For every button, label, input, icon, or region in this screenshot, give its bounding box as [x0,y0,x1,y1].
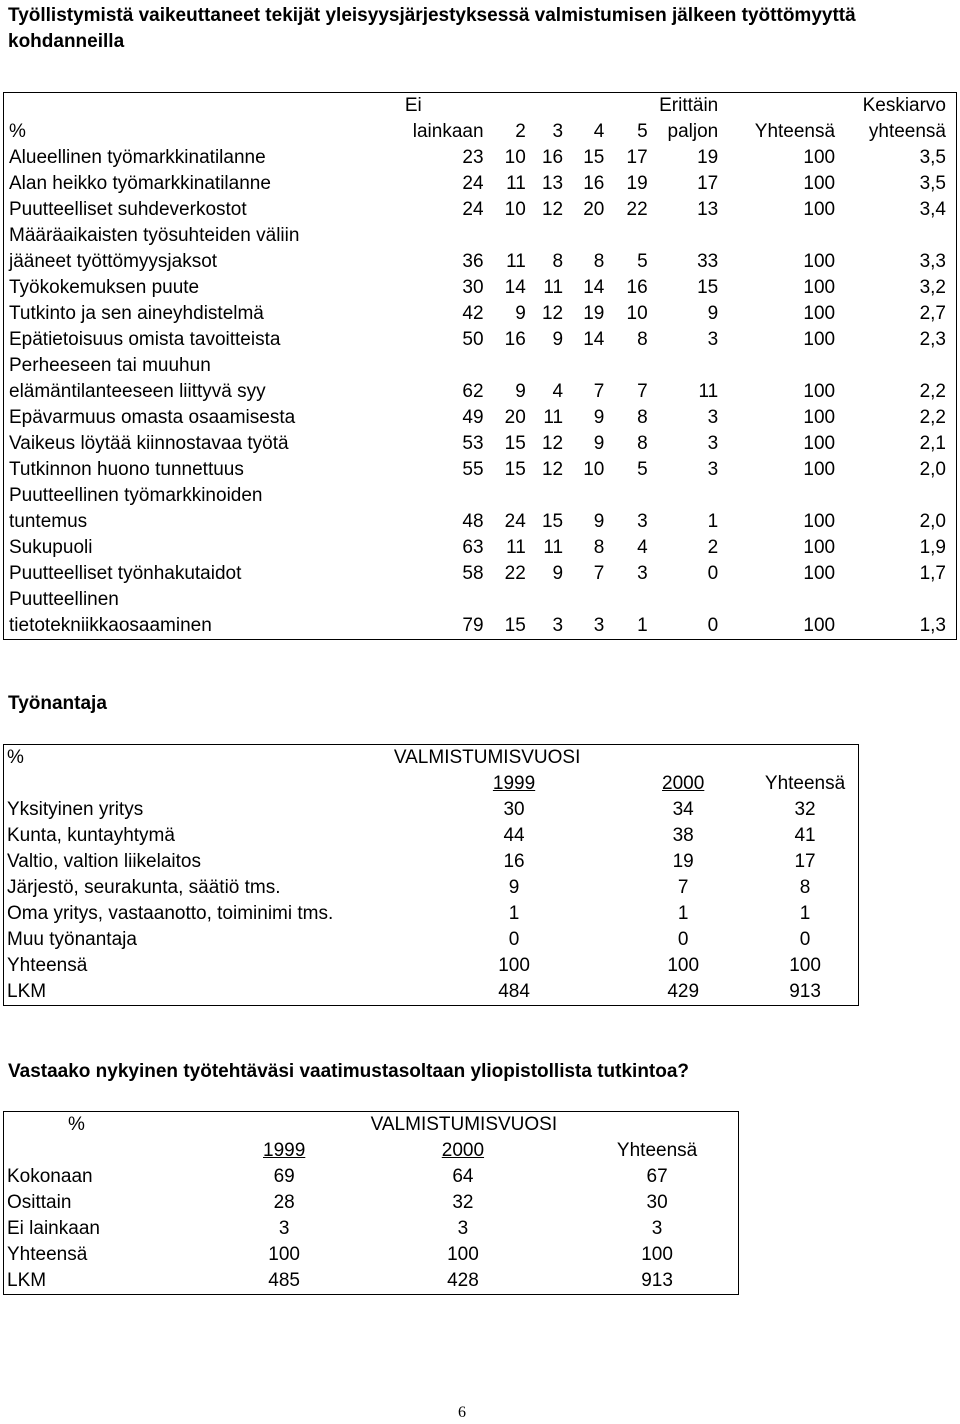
table-header-row-2 [4,1138,739,1164]
cell-value: 7 [677,877,689,898]
cell-value: 22 [504,563,526,584]
cell-value: 8 [593,251,605,272]
cell-value: 17 [697,173,719,194]
row-label: Puutteellinen työmarkkinoiden [9,485,263,506]
col-erittain-header-2: paljon [667,121,719,142]
cell-value: 3 [651,1218,663,1239]
cell-value: 16 [583,173,605,194]
table-header-row-2 [4,119,957,145]
cell-value: 30 [462,277,484,298]
cell-value: 7 [593,563,605,584]
cell-value: 100 [803,563,836,584]
cell-value: 16 [626,277,648,298]
cell-value: 3 [552,615,564,636]
table-row [4,953,859,979]
cell-value: 5 [637,251,648,272]
cell-value: 3 [593,615,605,636]
cell-value: 100 [667,955,700,976]
table-row [4,849,859,875]
cell-value: 1,7 [919,563,946,584]
table-row [4,1242,739,1268]
cell-value: 62 [462,381,484,402]
cell-value: 24 [462,173,484,194]
col-3-header: 3 [552,121,564,142]
row-label: Epävarmuus omasta osaamisesta [9,407,296,428]
row-label: tietotekniikkaosaaminen [9,615,212,636]
col-keskiarvo-header-2: yhteensä [868,121,946,142]
cell-value: 11 [543,277,564,298]
cell-value: 16 [541,147,564,168]
cell-value: 485 [268,1270,300,1291]
table-row [4,145,957,171]
cell-value: 11 [543,407,564,428]
row-label: Vaikeus löytää kiinnostavaa työtä [9,433,289,454]
cell-value: 2,0 [919,511,946,532]
row-label: Järjestö, seurakunta, säätiö tms. [7,877,281,898]
cell-value: 36 [462,251,484,272]
cell-value: 16 [504,329,526,350]
cell-value: 7 [593,381,605,402]
requirement-table [3,1111,739,1295]
row-label: Tutkinto ja sen aineyhdistelmä [9,303,264,324]
cell-value: 3 [278,1218,290,1239]
cell-value: 4 [637,537,648,558]
row-label: Ei lainkaan [7,1218,100,1239]
row-label: Työkokemuksen puute [9,277,200,298]
cell-value: 13 [541,173,564,194]
cell-value: 55 [462,459,484,480]
table-row [4,1268,739,1295]
cell-value: 3 [637,563,648,584]
cell-value: 1 [677,903,689,924]
cell-value: 7 [637,381,648,402]
cell-value: 9 [593,407,605,428]
cell-value: 3 [637,511,648,532]
table-row [4,1216,739,1242]
cell-value: 913 [789,981,821,1002]
cell-value: 15 [541,511,564,532]
page-title: Työllistymistä vaikeuttaneet tekijät yleisyysjärjestyksessä valmistumisen jälkeen työttömyyttä kohdanneilla [8,5,856,52]
cell-value: 5 [637,459,648,480]
employer-table [3,744,859,1006]
cell-value: 11 [543,537,564,558]
cell-value: 3,5 [919,173,946,194]
cell-value: 10 [626,303,648,324]
table-row [4,249,957,275]
cell-value: 3 [707,407,719,428]
cell-value: 9 [707,303,719,324]
cell-value: 9 [552,563,564,584]
cell-value: 34 [672,799,694,820]
cell-value: 8 [637,407,648,428]
cell-value: 16 [503,851,525,872]
table-row-label-line [4,587,957,613]
cell-value: 1,9 [919,537,946,558]
cell-value: 0 [508,929,520,950]
row-label: Puutteellinen [9,589,119,610]
cell-value: 53 [462,433,484,454]
col-5-header: 5 [637,121,648,142]
cell-value: 20 [583,199,605,220]
cell-value: 100 [803,537,836,558]
cell-value: 913 [641,1270,673,1291]
cell-value: 1,3 [919,615,946,636]
col-2000-header: 2000 [662,773,705,794]
cell-value: 8 [637,329,648,350]
cell-value: 11 [506,173,526,194]
table-row [4,535,957,561]
row-label: Yksityinen yritys [7,799,144,820]
cell-value: 8 [552,251,564,272]
col-1999-header: 1999 [492,773,536,794]
cell-value: 3 [707,329,719,350]
cell-value: 3 [457,1218,469,1239]
cell-value: 100 [641,1244,673,1265]
cell-value: 79 [462,615,484,636]
cell-value: 9 [593,511,605,532]
cell-value: 2 [707,537,719,558]
cell-value: 3 [707,459,719,480]
cell-value: 3,4 [919,199,946,220]
cell-value: 100 [789,955,821,976]
cell-value: 19 [626,173,648,194]
table-row [4,979,859,1006]
row-label: Osittain [7,1192,72,1213]
cell-value: 32 [452,1192,474,1213]
table-row [4,457,957,483]
cell-value: 2,2 [919,381,946,402]
cell-value: 100 [803,407,836,428]
cell-value: 30 [646,1192,668,1213]
table-header-row-1 [4,745,859,772]
cell-value: 24 [504,511,526,532]
cell-value: 19 [697,147,719,168]
cell-value: 15 [504,459,526,480]
table-row-label-line [4,223,957,249]
cell-value: 63 [462,537,484,558]
cell-value: 33 [697,251,719,272]
cell-value: 100 [803,381,836,402]
row-label: Kokonaan [7,1166,93,1187]
cell-value: 64 [452,1166,474,1187]
row-label: Oma yritys, vastaanotto, toiminimi tms. [7,903,334,924]
cell-value: 3,2 [919,277,946,298]
cell-value: 14 [583,329,605,350]
cell-value: 100 [803,251,836,272]
table-header-row-1 [4,1112,739,1139]
cell-value: 3 [707,433,719,454]
row-label: Määräaikaisten työsuhteiden väliin [9,225,300,246]
cell-value: 30 [503,799,525,820]
col-yhteensa-header: Yhteensä [764,773,846,794]
cell-value: 2,7 [919,303,946,324]
table-header-row-1 [4,93,957,120]
cell-value: 100 [803,615,836,636]
row-label: elämäntilanteeseen liittyvä syy [9,381,266,402]
cell-value: 484 [498,981,530,1002]
cell-value: 428 [447,1270,479,1291]
col-keskiarvo-header-1: Keskiarvo [862,95,946,116]
col-2-header: 2 [515,121,526,142]
cell-value: 429 [667,981,700,1002]
cell-value: 58 [462,563,484,584]
cell-value: 23 [462,147,484,168]
row-label: jääneet työttömyysjaksot [9,251,218,272]
cell-value: 2,2 [919,407,946,428]
cell-value: 100 [803,329,836,350]
row-label: Perheeseen tai muuhun [9,355,211,376]
cell-value: 28 [273,1192,295,1213]
percent-header: % [7,747,24,768]
row-label: Puutteelliset suhdeverkostot [9,199,247,220]
cell-value: 9 [515,303,526,324]
cell-value: 1 [707,511,719,532]
cell-value: 12 [541,459,564,480]
cell-value: 13 [697,199,719,220]
cell-value: 12 [541,199,564,220]
cell-value: 2,3 [919,329,946,350]
cell-value: 100 [803,277,836,298]
table-row-label-line [4,483,957,509]
cell-value: 11 [698,381,719,402]
cell-value: 17 [626,147,648,168]
cell-value: 49 [462,407,484,428]
cell-value: 22 [626,199,648,220]
row-label: Alueellinen työmarkkinatilanne [9,147,266,168]
cell-value: 100 [803,199,836,220]
row-label: Puutteelliset työnhakutaidot [9,563,242,584]
cell-value: 3,5 [919,147,946,168]
cell-value: 12 [541,303,564,324]
cell-value: 100 [268,1244,300,1265]
cell-value: 41 [794,825,816,846]
row-label: LKM [7,981,47,1002]
cell-value: 100 [803,173,836,194]
row-label: LKM [7,1270,47,1291]
cell-value: 8 [799,877,811,898]
cell-value: 1 [637,615,648,636]
cell-value: 42 [462,303,484,324]
cell-value: 15 [504,433,526,454]
row-label: Sukupuoli [9,537,93,558]
table-row [4,275,957,301]
cell-value: 100 [498,955,530,976]
col-ei-header-2: lainkaan [412,121,484,142]
cell-value: 24 [462,199,484,220]
cell-value: 100 [803,511,836,532]
cell-value: 14 [583,277,605,298]
cell-value: 50 [462,329,484,350]
cell-value: 12 [541,433,564,454]
cell-value: 100 [803,459,836,480]
cell-value: 9 [552,329,564,350]
table-row [4,823,859,849]
table-row [4,797,859,823]
table-row [4,431,957,457]
table-row [4,613,957,640]
table-row [4,171,957,197]
table-row [4,875,859,901]
cell-value: 38 [672,825,694,846]
row-label: Alan heikko työmarkkinatilanne [9,173,271,194]
cell-value: 100 [803,147,836,168]
cell-value: 3,3 [919,251,946,272]
table-row [4,927,859,953]
cell-value: 0 [707,563,719,584]
cell-value: 4 [552,381,564,402]
cell-value: 44 [503,825,525,846]
table-row-label-line [4,353,957,379]
table-row [4,301,957,327]
cell-value: 8 [593,537,605,558]
col-1999-header: 1999 [263,1140,306,1161]
col-yhteensa-header: Yhteensä [616,1140,698,1161]
cell-value: 11 [506,537,526,558]
row-label: Tutkinnon huono tunnettuus [9,459,244,480]
cell-value: 0 [677,929,689,950]
table-row [4,1190,739,1216]
cell-value: 15 [583,147,605,168]
section-heading-question: Vastaako nykyinen työtehtäväsi vaatimustasoltaan yliopistollista tutkintoa? [8,1061,690,1082]
cell-value: 100 [803,303,836,324]
table-row [4,197,957,223]
cell-value: 8 [637,433,648,454]
cell-value: 19 [672,851,694,872]
cell-value: 0 [799,929,811,950]
group-header: VALMISTUMISVUOSI [370,1114,558,1135]
cell-value: 14 [504,277,526,298]
group-header: VALMISTUMISVUOSI [393,747,581,768]
cell-value: 2,0 [919,459,946,480]
cell-value: 20 [504,407,526,428]
cell-value: 9 [508,877,520,898]
row-label: tuntemus [9,511,88,532]
cell-value: 48 [462,511,484,532]
table-row [4,327,957,353]
cell-value: 67 [646,1166,668,1187]
cell-value: 10 [583,459,605,480]
factors-table [3,92,957,640]
cell-value: 1 [508,903,520,924]
row-label: Yhteensä [7,955,88,976]
table-row [4,901,859,927]
section-heading-employer: Työnantaja [8,693,107,714]
cell-value: 15 [504,615,526,636]
cell-value: 10 [504,147,526,168]
percent-header: % [68,1114,85,1135]
cell-value: 32 [794,799,816,820]
row-label: Yhteensä [7,1244,88,1265]
row-label: Valtio, valtion liikelaitos [7,851,201,872]
cell-value: 1 [799,903,811,924]
cell-value: 0 [707,615,719,636]
table-row [4,561,957,587]
cell-value: 19 [583,303,605,324]
col-2000-header: 2000 [441,1140,485,1161]
cell-value: 15 [697,277,719,298]
cell-value: 11 [506,251,526,272]
table-row [4,405,957,431]
cell-value: 69 [273,1166,295,1187]
col-ei-header-1: Ei [404,95,422,116]
cell-value: 100 [447,1244,479,1265]
row-label: Kunta, kuntayhtymä [7,825,175,846]
col-4-header: 4 [593,121,605,142]
row-label: Epätietoisuus omista tavoitteista [9,329,281,350]
cell-value: 10 [504,199,526,220]
col-yhteensa-header: Yhteensä [754,121,836,142]
page-number: 6 [458,1404,466,1421]
cell-value: 100 [803,433,836,454]
table-header-row-2 [4,771,859,797]
cell-value: 9 [593,433,605,454]
col-erittain-header-1: Erittäin [659,95,719,116]
row-label: Muu työnantaja [7,929,137,950]
table-row [4,379,957,405]
table-row [4,1164,739,1190]
percent-header: % [9,121,26,142]
cell-value: 9 [515,381,526,402]
table-row [4,509,957,535]
cell-value: 2,1 [919,433,946,454]
cell-value: 17 [794,851,816,872]
